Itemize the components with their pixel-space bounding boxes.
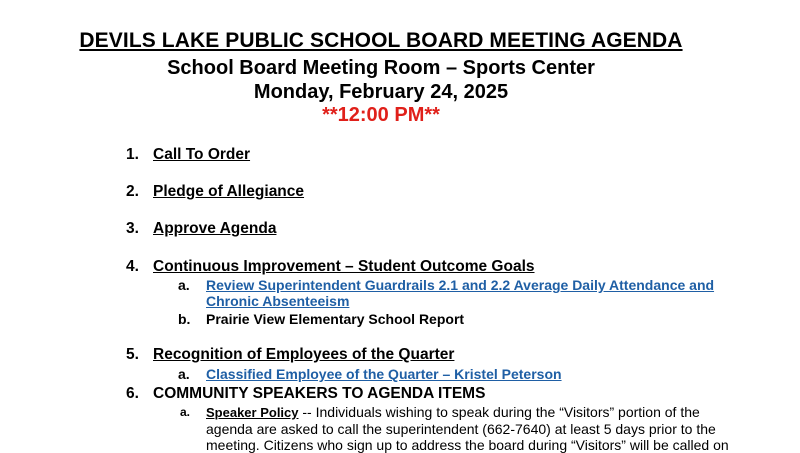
agenda-item-number: 2. [126,183,139,200]
agenda-item-number: 5. [126,346,139,363]
subitem-letter: a. [180,405,191,419]
meeting-location: School Board Meeting Room – Sports Center [167,57,595,79]
meeting-date: Monday, February 24, 2025 [253,81,509,103]
subitem-letter: a. [178,366,190,382]
subitem-letter: a. [178,277,190,293]
guardrails-report-link-cont[interactable]: Chronic Absenteeism [206,293,350,309]
guardrails-report-link[interactable]: Review Superintendent Guardrails 2.1 and 2.2 Average Daily Attendance and [206,277,715,293]
agenda-item-label: Recognition of Employees of the Quarter [153,346,455,363]
agenda-item-number: 4. [126,258,139,275]
agenda-item-label: Continuous Improvement – Student Outcome Goals [153,258,535,275]
speaker-policy-line-2: agenda are asked to call the superintendent (662-7640) at least 5 days prior to the [206,421,716,437]
agenda-item-number: 6. [126,385,139,402]
agenda-item-label: Pledge of Allegiance [153,183,305,200]
subitem-text: Prairie View Elementary School Report [206,311,465,327]
agenda-item-number: 1. [126,146,139,163]
speaker-policy-label: Speaker Policy [206,405,299,420]
agenda-item-number: 3. [126,220,139,237]
meeting-time: **12:00 PM** [322,104,440,126]
subitem-letter: b. [178,311,191,327]
agenda-item-label: COMMUNITY SPEAKERS TO AGENDA ITEMS [153,385,486,402]
agenda-item-label: Approve Agenda [153,220,277,237]
speaker-policy-text [206,404,800,453]
speaker-policy-line-3: meeting. Citizens who sign up to address the board during “Visitors” will be called on [206,437,729,453]
employee-of-quarter-link[interactable]: Classified Employee of the Quarter – Kristel Peterson [206,366,562,382]
agenda-item-label: Call To Order [153,146,251,163]
agenda-title: DEVILS LAKE PUBLIC SCHOOL BOARD MEETING AGENDA [79,29,683,52]
speaker-policy-line-1: -- Individuals wishing to speak during the “Visitors” portion of the [298,404,700,420]
